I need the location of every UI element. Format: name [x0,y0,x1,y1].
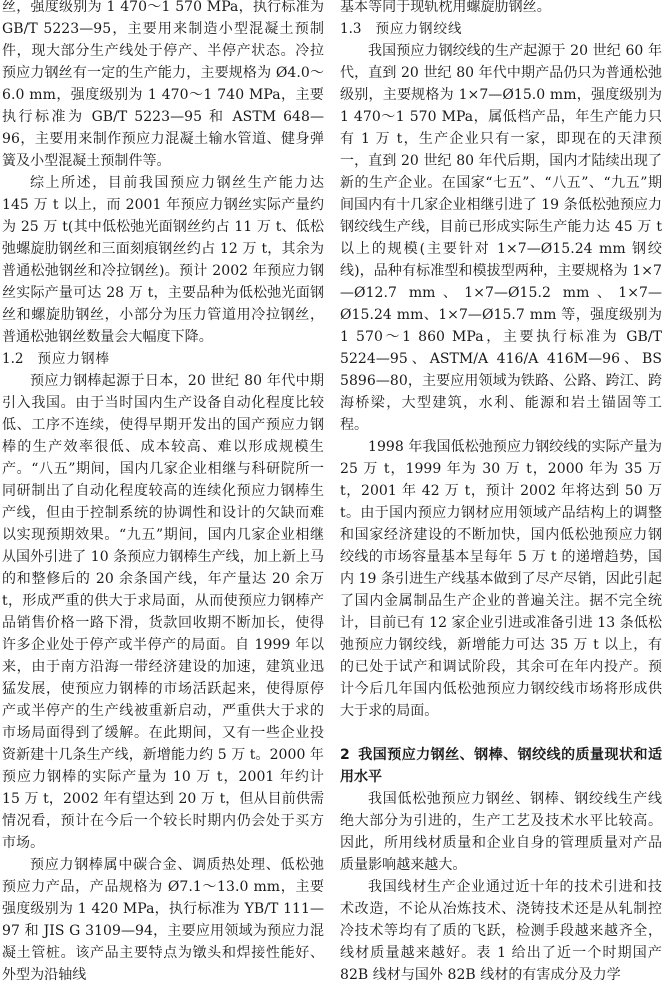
section-heading-1-3 [340,18,662,40]
section-title: 我国预应力钢丝、钢棒、钢绞线的质量现状和适用水平 [340,747,662,785]
paragraph-bar-history: 预应力钢棒起源于日本，20 世纪 80 年代中期引入我国。由于当时国内生产设备自动化程度比较低、工序不连续，使得早期开发出的国产预应力钢棒的生产效率很低、成本较高、难以形成规模生产。“八五”期间，国内几家企业相继与科研院所一同研制出了自动化程度较高的连续化预应力钢棒生产线，但由于控制系统的协调性和设计的欠缺而难以实现预期效果。“九五”期间，国内几家企业相继从国外引进了 10 条预应力钢棒生产线，加上新上马的和整修后的 20 余条国产线，年产量达 20 余万 t，形成严重的供大于求局面，从而使预应力钢棒产品销售价格一路下滑，货款回收期不断加长，使得许多企业处于停产或半停产的局面。自 1999 年以来，由于南方沿海一带经济建设的加速，建筑业迅猛发展，使预应力钢棒的市场活跃起来，使得原停产或半停产的生产线被重新启动，严重供大于求的市场局面得到了缓解。在此期间，又有一些企业投资新建十几条生产线，新增能力约 5 万 t。2000 年预应力钢棒的实际产量为 10 万 t，2001 年约计 15 万 t，2002 年有望达到 20 万 t，但从目前供需情况看，预计在今后一个较长时期内仍会处于买方市场。 [2,373,324,851]
section-title: 预应力钢棒 [37,351,110,367]
paragraph-quality-intro: 我国低松弛预应力钢丝、钢棒、钢绞线生产线绝大部分为引进的，生产工艺及技术水平比较高。因此，所用线材质量和企业自身的管理质量对产品质量影响越来越大。 [340,791,662,873]
section-heading-2 [340,744,662,788]
paragraph-wire-summary: 综上所述，目前我国预应力钢丝生产能力达 145 万 t 以上，而 2001 年预应力钢丝实际产量约为 25 万 t(其中低松弛光面钢丝约占 11 万 t、低松弛螺旋肋钢丝和三面刻痕钢丝约占 12 万 t，其余为普通松弛钢丝和冷拉钢丝)。预计 2002 年预应力钢丝实际产量可达 28 万 t，主要品种为低松弛光面钢丝和螺旋肋钢丝，小部分为压力管道用冷拉钢丝，普通松弛钢丝数量会大幅度下降。 [2,175,324,345]
section-number: 2 [340,747,350,763]
paragraph-quality-wire-rod: 我国线材生产企业通过近十年的技术引进和技术改造，不论从冶炼技术、浇铸技术还是从轧制控冷技术等均有了质的飞跃，检测手段越来越齐全，线材质量越来越好。表 1 给出了近一个时期国产 82B 线材与国外 82B 线材的有害成分及力学 [340,879,662,983]
paragraph-strand-output: 1998 年我国低松弛预应力钢绞线的实际产量为 25 万 t，1999 年为 30 万 t，2000 年为 35 万 t，2001 年 42 万 t，预计 2002 年将达到 50 万 t。由于国内预应力钢材应用领域产品结构上的调整和国家经济建设的不断加快，国内低松弛预应力钢绞线的市场容量基本呈每年 5 万 t 的递增趋势，国内 19 条引进生产线基本做到了尽产尽销，因此引起了国内金属制品生产企业的普遍关注。据不完全统计，目前已有 12 家企业引进或准备引进 13 条低松弛预应力钢绞线，新增能力可达 35 万 t 以上，有的已处于试产和调试阶段，其余可在年内投产。预计今后几年国内低松弛预应力钢绞线市场将形成供大于求的局面。 [340,439,662,719]
section-number: 1.2 [2,351,24,367]
paragraph-wire-continued: 丝，强度级别为 1 470～1 570 MPa，执行标准为 GB/T 5223—95，主要用来制造小型混凝土预制件，现大部分生产线处于停产、半停产状态。冷拉预应力钢丝有一定的生产能力，主要规格为 Ø4.0～6.0 mm，强度级别为 1 470～1 740 MPa，主要执行标准为 GB/T 5223—95 和 ASTM 648—96，主要用来制作预应力混凝土输水管道、健身弹簧及小型混凝土预制件等。 [2,0,324,169]
paragraph-bar-specs: 预应力钢棒属中碳合金、调质热处理、低松弛预应力产品，产品规格为 Ø7.1～13.0 mm，主要强度级别为 1 420 MPa，执行标准为 YB/T 111—97 和 JIS G 3109—94，主要应用领域为预应力混凝土管桩。该产品主要特点为镦头和焊接性能好、外型为沿轴线 [2,857,324,983]
section-title: 预应力钢绞线 [375,21,463,37]
left-column [2,0,324,986]
paragraph-bar-continued: 基本等同于现轨枕用螺旋肋钢丝。 [340,0,551,15]
right-column [340,0,662,986]
paragraph-strand-history: 我国预应力钢绞线的生产起源于 20 世纪 60 年代，直到 20 世纪 80 年代中期产品仍只为普通松弛级别，主要规格为 1×7—Ø15.0 mm，强度级别为 1 470～1 570 MPa，属低档产品，年生产能力只有 1 万 t，生产企业只有一家，即现在的天津预一，直到 20 世纪 80 年代后期，国内才陆续出现了新的生产企业。在国家“七五”、“八五”、“九五”期间国内有十几家企业相继引进了 19 条低松弛预应力钢绞线生产线，目前已形成实际生产能力达 45 万 t 以上的规模(主要针对 1×7—Ø15.24 mm 钢绞线)，品种有标准型和模拔型两种，主要规格为 1×7—Ø12.7 mm、1×7—Ø15.2 mm、1×7—Ø15.24 mm、1×7—Ø15.7 mm 等，强度级别为 1 570～1 860 MPa，主要执行标准为 GB/T 5224—95、ASTM/A 416/A 416M—96、BS 5896—80，主要应用领域为铁路、公路、跨江、跨海桥梁，大型建筑，水利、能源和岩土锚固等工程。 [340,43,662,433]
section-number: 1.3 [340,21,362,37]
section-heading-1-2 [2,348,324,370]
